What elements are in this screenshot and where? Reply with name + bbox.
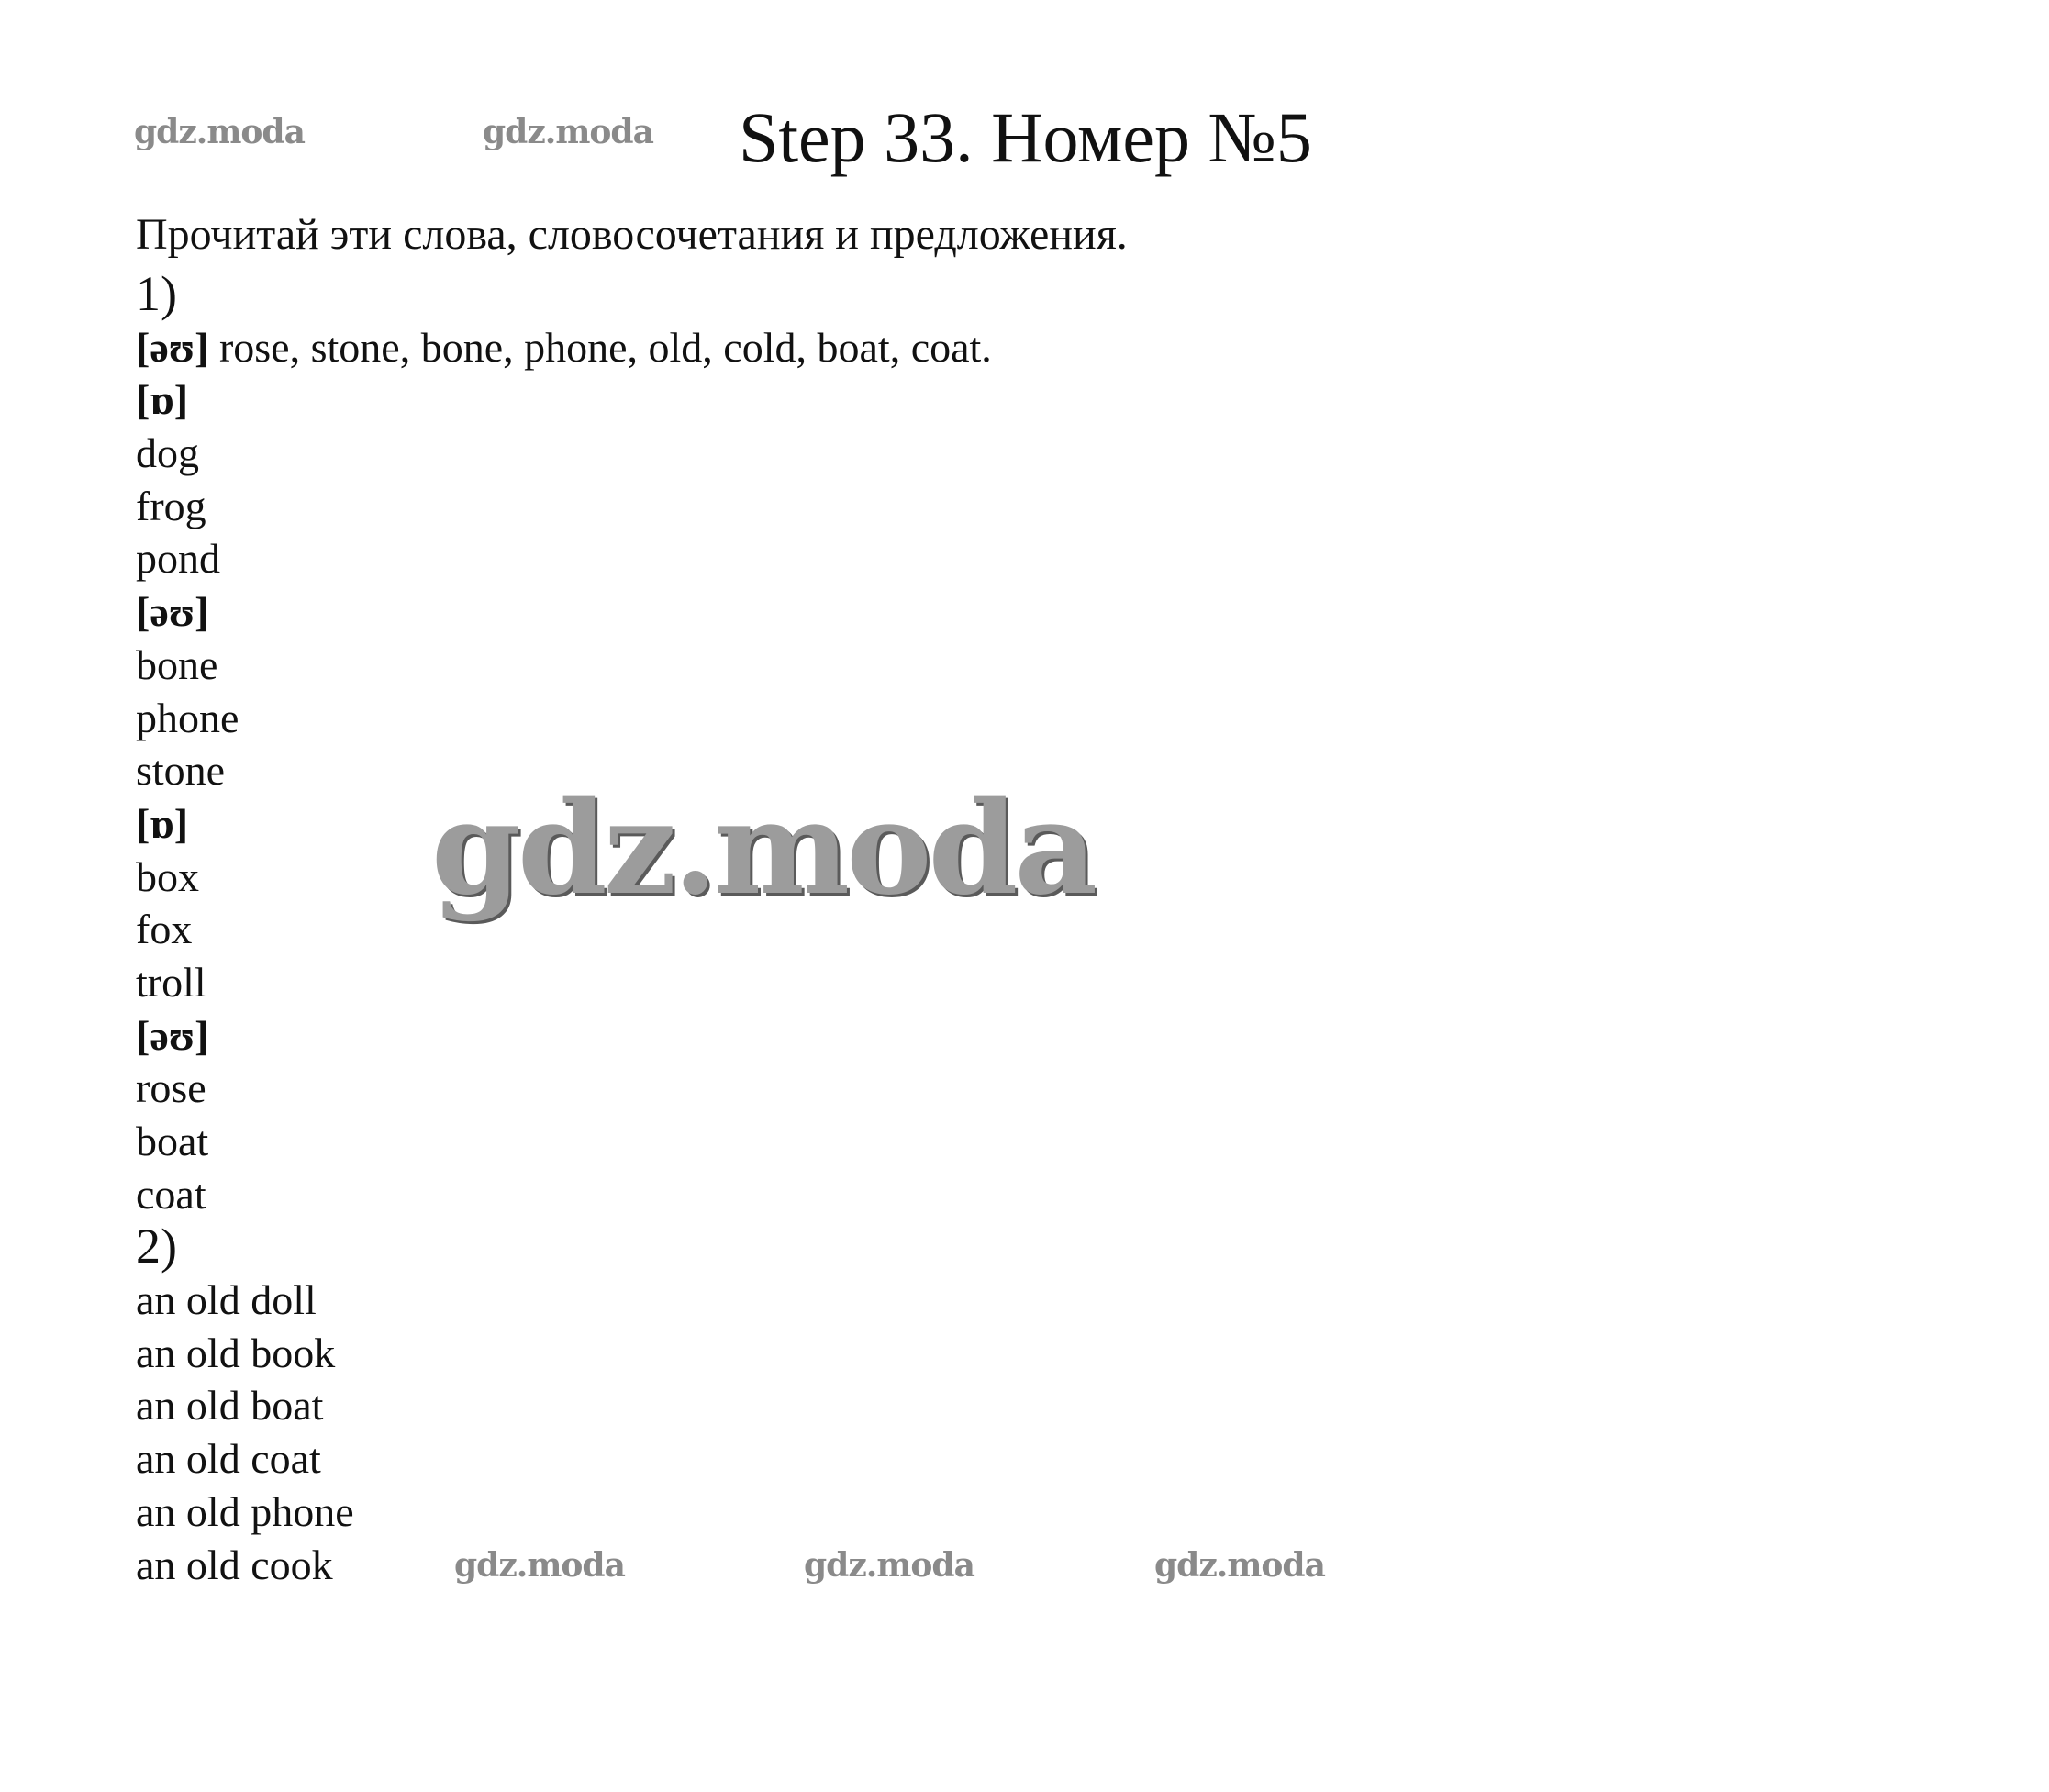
part1-intro [136, 321, 992, 374]
word-item: bone [136, 640, 218, 688]
word-item: phone [136, 694, 239, 741]
group-ipa: [ɒ] [136, 376, 189, 424]
watermark-top-left-2: gdz.moda [483, 113, 653, 151]
exercise-content [136, 268, 992, 1591]
word-item: stone [136, 747, 226, 795]
watermark-bottom-3: gdz.moda [1154, 1546, 1325, 1585]
word-item: pond [136, 535, 220, 583]
group-ipa: [ɒ] [136, 799, 189, 847]
phrase-item: an old phone [136, 1487, 354, 1535]
watermark-top-left-1: gdz.moda [134, 113, 305, 151]
instruction-text: Прочитай эти слова, словосочетания и предложения. [136, 210, 1128, 259]
group-ipa: [əʊ] [136, 588, 209, 636]
group-ipa: [əʊ] [136, 1011, 209, 1059]
watermark-bottom-1: gdz.moda [454, 1546, 625, 1585]
word-item: boat [136, 1118, 209, 1164]
word-item: box [136, 852, 199, 900]
word-item: dog [136, 429, 199, 477]
intro-words: rose, stone, bone, phone, old, cold, boat, coat. [208, 323, 992, 371]
word-item: rose [136, 1064, 206, 1112]
phrase-item: an old doll [136, 1276, 317, 1324]
ipa-symbol: [əʊ] [136, 323, 209, 371]
phrase-item: an old boat [136, 1382, 324, 1430]
phrase-item: an old book [136, 1329, 336, 1376]
part2-label: 2) [136, 1219, 177, 1274]
word-item: frog [136, 482, 206, 529]
watermark-bottom-2: gdz.moda [804, 1546, 974, 1585]
page-title: Step 33. Номер №5 [739, 97, 1312, 177]
watermark-center: gdz.moda [431, 774, 1095, 924]
phrase-item: an old cook [136, 1541, 333, 1588]
phrase-item: an old coat [136, 1435, 321, 1483]
word-item: troll [136, 958, 206, 1006]
word-item: fox [136, 906, 193, 953]
word-item: coat [136, 1170, 206, 1218]
part1-label: 1) [136, 266, 177, 321]
